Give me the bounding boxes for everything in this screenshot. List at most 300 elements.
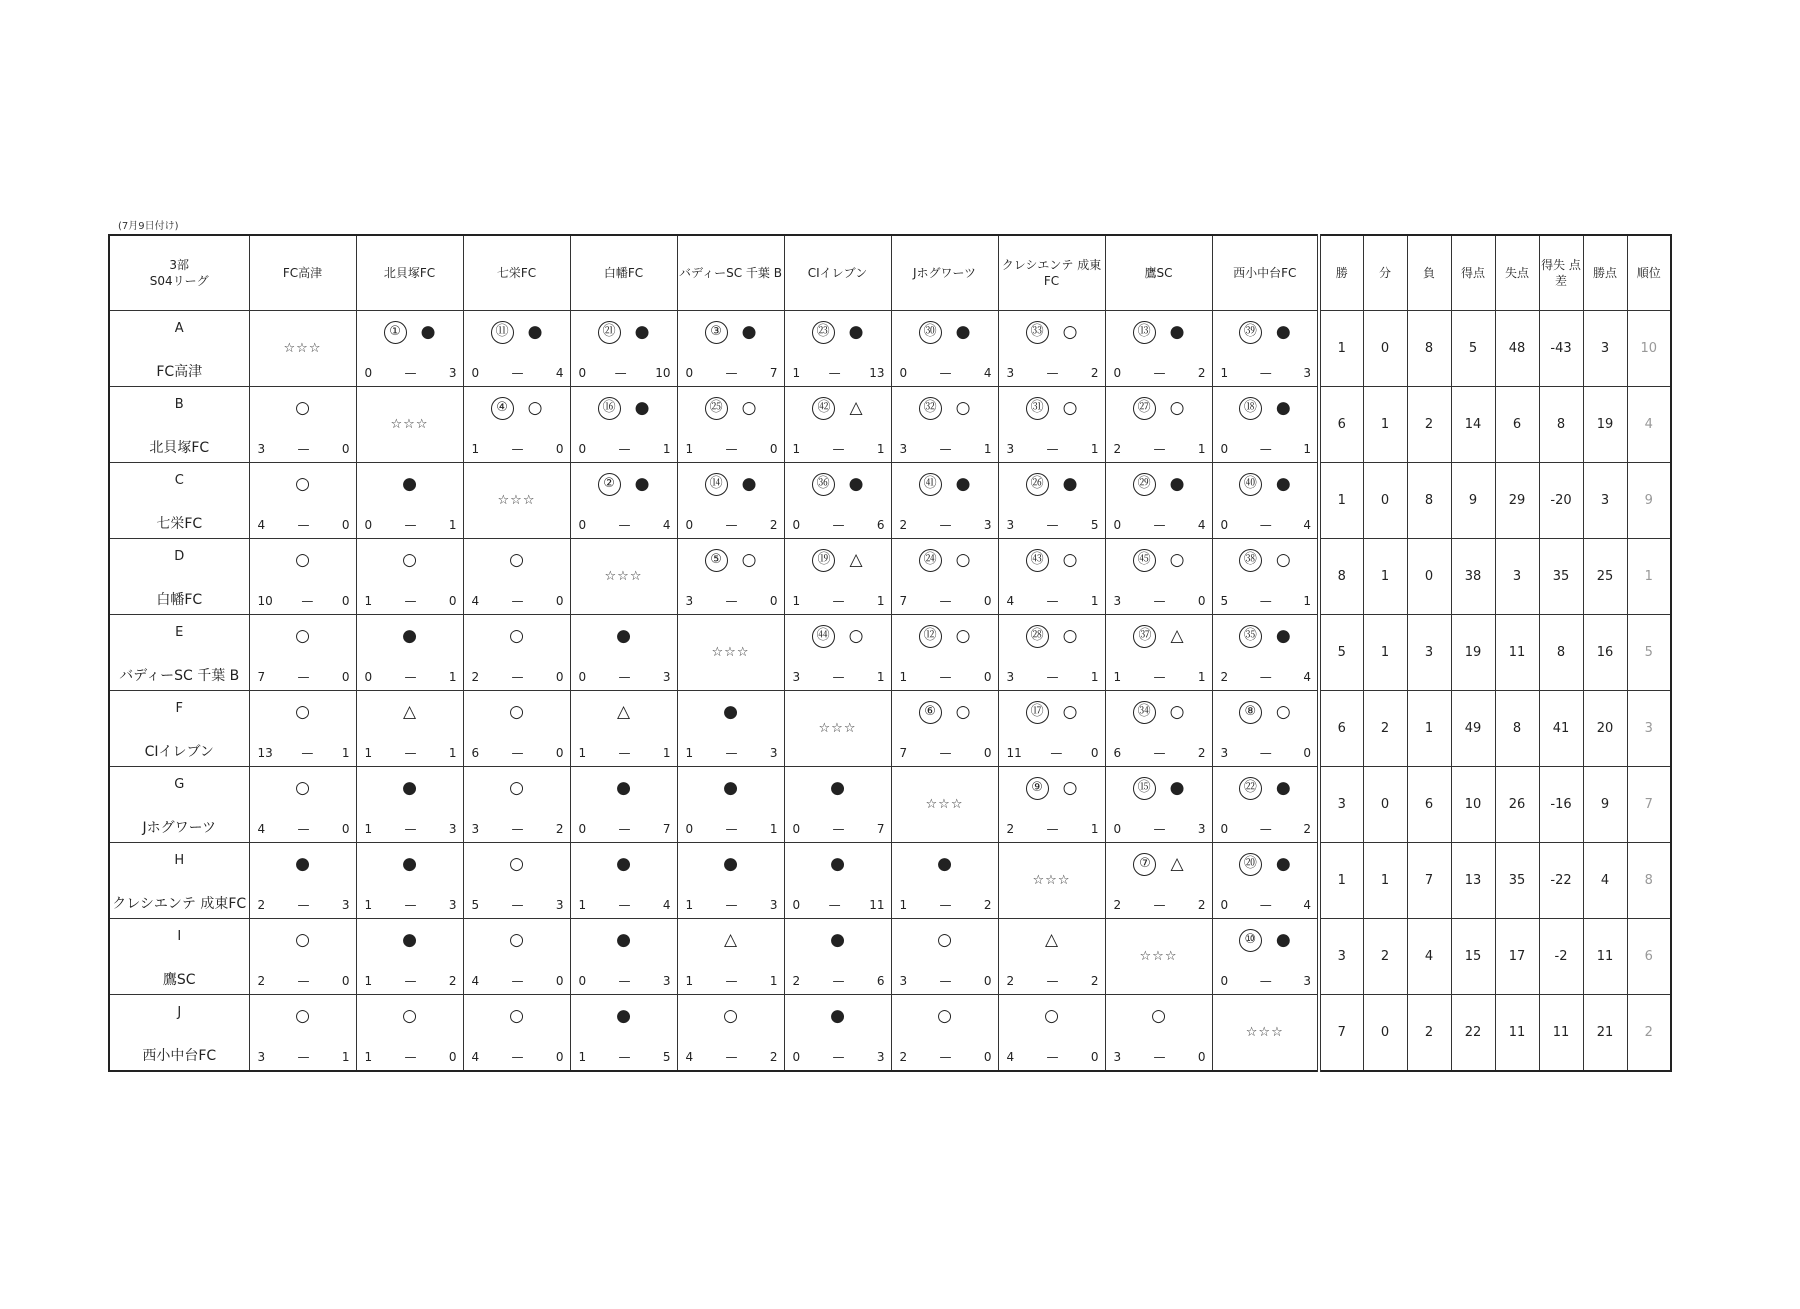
- score-dash: —: [511, 670, 524, 684]
- match-number: ⑤: [705, 549, 728, 572]
- goals-for: 1: [364, 594, 373, 608]
- team-letter: D: [174, 549, 185, 564]
- score-dash: —: [1153, 670, 1166, 684]
- goals-for: 0: [578, 974, 587, 988]
- result-mark: ○: [1275, 550, 1291, 570]
- result-mark: ●: [848, 322, 864, 342]
- row-header: [109, 615, 249, 691]
- score-dash: —: [618, 442, 631, 456]
- result-mark: ●: [1275, 322, 1291, 342]
- result-marks: [785, 777, 891, 799]
- goals-for: 1: [364, 746, 373, 760]
- result-cell: [356, 995, 463, 1072]
- score-dash: —: [725, 746, 738, 760]
- stat-goals-for: 13: [1451, 843, 1495, 919]
- col-header: クレシエンテ 成東FC: [998, 235, 1105, 311]
- stat-losses: 0: [1407, 539, 1451, 615]
- team-letter: I: [177, 929, 182, 944]
- goals-against: 0: [341, 822, 350, 836]
- stat-points: 3: [1583, 463, 1627, 539]
- goals-for: 0: [792, 822, 801, 836]
- goals-for: 2: [899, 518, 908, 532]
- result-marks: [678, 397, 784, 419]
- goals-against: 1: [1090, 670, 1099, 684]
- stat-goal-diff: -43: [1539, 311, 1583, 387]
- goals-against: 4: [983, 366, 992, 380]
- match-number: ㉛: [1026, 397, 1049, 420]
- result-cell: [1105, 311, 1212, 387]
- stat-draws: 0: [1363, 767, 1407, 843]
- team-row: [109, 539, 1671, 615]
- result-marks: [1213, 397, 1318, 419]
- result-mark: ●: [634, 474, 650, 494]
- score-dash: —: [511, 442, 524, 456]
- goals-for: 4: [685, 1050, 694, 1064]
- score-dash: —: [1259, 670, 1272, 684]
- result-marks: [464, 321, 570, 343]
- match-number: ㊵: [1239, 473, 1262, 496]
- team-letter: E: [175, 625, 184, 640]
- goals-against: 3: [662, 670, 671, 684]
- goals-for: 2: [471, 670, 480, 684]
- goals-for: 11: [1006, 746, 1022, 760]
- score: [579, 1050, 671, 1064]
- result-cell: [570, 311, 677, 387]
- result-cell: [1105, 995, 1212, 1072]
- goals-against: 0: [555, 442, 564, 456]
- score: [1007, 594, 1099, 608]
- self-match-cell: ☆☆☆: [784, 691, 891, 767]
- result-cell: [249, 463, 356, 539]
- goals-against: 6: [876, 974, 885, 988]
- score-dash: —: [1153, 822, 1166, 836]
- result-marks: [785, 321, 891, 343]
- result-marks: [999, 701, 1105, 723]
- result-mark: ●: [634, 322, 650, 342]
- result-mark: ○: [1062, 550, 1078, 570]
- result-mark: ●: [616, 854, 631, 874]
- goals-against: 3: [448, 366, 457, 380]
- score-dash: —: [618, 822, 631, 836]
- result-marks: [892, 1005, 998, 1027]
- goals-against: 0: [1090, 1050, 1099, 1064]
- goals-against: 7: [662, 822, 671, 836]
- score: [1007, 746, 1099, 760]
- score: [1221, 518, 1312, 532]
- stat-losses: 7: [1407, 843, 1451, 919]
- team-row: [109, 387, 1671, 463]
- stat-points: 21: [1583, 995, 1627, 1072]
- goals-against: 0: [769, 442, 778, 456]
- goals-for: 0: [1220, 822, 1229, 836]
- goals-against: 1: [1197, 442, 1206, 456]
- match-number: ⑩: [1239, 929, 1262, 952]
- team-letter: B: [174, 397, 184, 412]
- goals-against: 5: [1090, 518, 1099, 532]
- row-header: [109, 311, 249, 387]
- result-cell: [677, 691, 784, 767]
- score-dash: —: [1046, 518, 1059, 532]
- score: [1221, 366, 1312, 380]
- goals-for: 0: [899, 366, 908, 380]
- score-dash: —: [832, 1050, 845, 1064]
- score-dash: —: [297, 898, 310, 912]
- result-marks: [999, 777, 1105, 799]
- goals-for: 0: [685, 366, 694, 380]
- score: [1114, 746, 1206, 760]
- stat-goals-against: 6: [1495, 387, 1539, 463]
- team-row: [109, 615, 1671, 691]
- result-marks: [892, 321, 998, 343]
- score: [258, 594, 350, 608]
- result-marks: [999, 397, 1105, 419]
- score-dash: —: [939, 670, 952, 684]
- score-dash: —: [297, 822, 310, 836]
- goals-for: 7: [257, 670, 266, 684]
- result-marks: [357, 777, 463, 799]
- score: [900, 974, 992, 988]
- goals-for: 2: [1006, 974, 1015, 988]
- score: [900, 594, 992, 608]
- col-header: 北貝塚FC: [356, 235, 463, 311]
- score-dash: —: [618, 670, 631, 684]
- score: [258, 1050, 350, 1064]
- result-marks: [785, 853, 891, 875]
- result-marks: [571, 929, 677, 951]
- result-marks: [892, 625, 998, 647]
- result-marks: [785, 929, 891, 951]
- score-dash: —: [832, 518, 845, 532]
- goals-for: 0: [364, 670, 373, 684]
- stat-goals-against: 11: [1495, 615, 1539, 691]
- score: [1221, 746, 1312, 760]
- stat-losses: 8: [1407, 463, 1451, 539]
- self-match-cell: ☆☆☆: [249, 311, 356, 387]
- goals-for: 0: [1220, 898, 1229, 912]
- goals-against: 3: [341, 898, 350, 912]
- match-number: ㉒: [1239, 777, 1262, 800]
- score-dash: —: [1046, 442, 1059, 456]
- goals-against: 13: [869, 366, 885, 380]
- result-cell: [891, 387, 998, 463]
- score: [900, 670, 992, 684]
- result-cell: [784, 387, 891, 463]
- goals-for: 2: [1220, 670, 1229, 684]
- score-dash: —: [297, 974, 310, 988]
- score: [686, 518, 778, 532]
- self-match-cell: ☆☆☆: [998, 843, 1105, 919]
- match-number: ㉟: [1239, 625, 1262, 648]
- result-mark: ●: [1275, 854, 1291, 874]
- goals-against: 0: [555, 1050, 564, 1064]
- score-dash: —: [1153, 366, 1166, 380]
- result-marks: [464, 1005, 570, 1027]
- score-dash: —: [1259, 974, 1272, 988]
- result-marks: [1213, 321, 1318, 343]
- result-cell: [1105, 387, 1212, 463]
- score-dash: —: [832, 670, 845, 684]
- goals-against: 1: [1303, 442, 1311, 456]
- goals-against: 3: [876, 1050, 885, 1064]
- result-marks: [892, 473, 998, 495]
- stat-rank: 10: [1627, 311, 1671, 387]
- score: [686, 974, 778, 988]
- result-cell: [784, 311, 891, 387]
- result-marks: [678, 777, 784, 799]
- result-mark: ○: [527, 398, 543, 418]
- goals-for: 0: [1113, 518, 1122, 532]
- goals-against: 1: [448, 746, 457, 760]
- result-cell: [784, 539, 891, 615]
- team-row: [109, 843, 1671, 919]
- score-dash: —: [1153, 518, 1166, 532]
- result-mark: ●: [937, 854, 952, 874]
- col-header: CIイレブン: [784, 235, 891, 311]
- result-cell: [570, 463, 677, 539]
- goals-against: 7: [876, 822, 885, 836]
- result-cell: [1212, 691, 1319, 767]
- goals-against: 2: [448, 974, 457, 988]
- goals-for: 2: [1006, 822, 1015, 836]
- stat-wins: 8: [1319, 539, 1363, 615]
- match-number: ㊷: [812, 397, 835, 420]
- result-marks: [1106, 473, 1212, 495]
- result-cell: [249, 767, 356, 843]
- division-label: 3部: [169, 258, 190, 272]
- stat-goals-against: 35: [1495, 843, 1539, 919]
- result-marks: [785, 397, 891, 419]
- score: [472, 670, 564, 684]
- score: [1114, 670, 1206, 684]
- goals-against: 1: [983, 442, 992, 456]
- stat-header-draws: 分: [1363, 235, 1407, 311]
- result-cell: [677, 311, 784, 387]
- goals-against: 1: [341, 746, 350, 760]
- result-cell: [998, 311, 1105, 387]
- stat-losses: 4: [1407, 919, 1451, 995]
- stat-wins: 3: [1319, 919, 1363, 995]
- stat-wins: 1: [1319, 843, 1363, 919]
- goals-for: 1: [685, 974, 694, 988]
- score-dash: —: [939, 746, 952, 760]
- score-dash: —: [725, 1050, 738, 1064]
- goals-for: 10: [257, 594, 273, 608]
- result-cell: [891, 539, 998, 615]
- team-letter: J: [177, 1005, 182, 1020]
- result-cell: [677, 919, 784, 995]
- result-mark: ○: [741, 398, 757, 418]
- result-mark: ●: [1275, 398, 1291, 418]
- score-dash: —: [725, 518, 738, 532]
- result-cell: [998, 767, 1105, 843]
- result-cell: [570, 919, 677, 995]
- goals-against: 6: [876, 518, 885, 532]
- score: [1114, 898, 1206, 912]
- goals-for: 4: [471, 1050, 480, 1064]
- result-marks: [892, 701, 998, 723]
- score: [793, 974, 885, 988]
- goals-for: 1: [364, 1050, 373, 1064]
- goals-for: 3: [1113, 594, 1122, 608]
- score-dash: —: [1046, 822, 1059, 836]
- goals-against: 4: [662, 898, 671, 912]
- score-dash: —: [1046, 594, 1059, 608]
- result-cell: [356, 311, 463, 387]
- goals-for: 0: [792, 898, 801, 912]
- stat-draws: 1: [1363, 615, 1407, 691]
- goals-against: 2: [1197, 746, 1206, 760]
- result-mark: ●: [402, 626, 417, 646]
- score-dash: —: [939, 1050, 952, 1064]
- match-number: ㉙: [1133, 473, 1156, 496]
- team-name: 西小中台FC: [142, 1048, 217, 1064]
- match-number: ⑭: [705, 473, 728, 496]
- score-dash: —: [511, 594, 524, 608]
- result-cell: [784, 463, 891, 539]
- result-marks: [892, 853, 998, 875]
- result-mark: ○: [295, 474, 310, 494]
- result-cell: [570, 995, 677, 1072]
- score-dash: —: [725, 594, 738, 608]
- score-dash: —: [832, 822, 845, 836]
- result-mark: ○: [295, 550, 310, 570]
- goals-against: 3: [769, 746, 778, 760]
- result-marks: [357, 1005, 463, 1027]
- score: [579, 974, 671, 988]
- result-cell: [463, 539, 570, 615]
- stat-points: 16: [1583, 615, 1627, 691]
- result-mark: ●: [830, 778, 845, 798]
- goals-against: 0: [555, 974, 564, 988]
- match-number: ㉖: [1026, 473, 1049, 496]
- stat-goals-for: 15: [1451, 919, 1495, 995]
- goals-for: 1: [578, 898, 587, 912]
- match-number: ㊲: [1133, 625, 1156, 648]
- result-cell: [677, 387, 784, 463]
- stat-header-goals-for: 得点: [1451, 235, 1495, 311]
- goals-for: 3: [685, 594, 694, 608]
- score-dash: —: [939, 366, 952, 380]
- goals-for: 3: [1220, 746, 1229, 760]
- goals-against: 1: [662, 442, 671, 456]
- result-marks: [1106, 853, 1212, 875]
- score: [1007, 518, 1099, 532]
- goals-against: 0: [448, 594, 457, 608]
- result-mark: ○: [1062, 398, 1078, 418]
- result-cell: [1105, 463, 1212, 539]
- goals-for: 1: [364, 974, 373, 988]
- score-dash: —: [404, 670, 417, 684]
- result-marks: [464, 549, 570, 571]
- result-cell: [998, 919, 1105, 995]
- result-cell: [677, 463, 784, 539]
- result-marks: [1213, 929, 1318, 951]
- goals-against: 0: [448, 1050, 457, 1064]
- result-cell: [570, 843, 677, 919]
- result-mark: ○: [848, 626, 864, 646]
- result-marks: [892, 549, 998, 571]
- result-mark: ○: [295, 778, 310, 798]
- score-dash: —: [404, 822, 417, 836]
- result-mark: ○: [509, 930, 524, 950]
- goals-for: 6: [471, 746, 480, 760]
- match-number: ⑱: [1239, 397, 1262, 420]
- result-marks: [571, 473, 677, 495]
- result-mark: ●: [723, 778, 738, 798]
- result-cell: [570, 691, 677, 767]
- stat-draws: 1: [1363, 387, 1407, 463]
- result-mark: ●: [616, 778, 631, 798]
- team-row: [109, 995, 1671, 1072]
- row-header: [109, 539, 249, 615]
- score-dash: —: [725, 974, 738, 988]
- goals-for: 3: [899, 442, 908, 456]
- score-dash: —: [618, 746, 631, 760]
- score: [258, 442, 350, 456]
- score-dash: —: [301, 594, 314, 608]
- score: [365, 898, 457, 912]
- score-dash: —: [725, 442, 738, 456]
- score: [1221, 594, 1312, 608]
- score-dash: —: [939, 442, 952, 456]
- result-cell: [463, 919, 570, 995]
- match-number: ㊳: [1239, 549, 1262, 572]
- stat-points: 3: [1583, 311, 1627, 387]
- score: [900, 366, 992, 380]
- score-dash: —: [1046, 1050, 1059, 1064]
- goals-against: 4: [1303, 898, 1311, 912]
- result-cell: [1105, 615, 1212, 691]
- result-cell: [356, 767, 463, 843]
- result-marks: [785, 549, 891, 571]
- score: [579, 518, 671, 532]
- result-marks: [1213, 549, 1318, 571]
- result-marks: [250, 625, 356, 647]
- goals-for: 1: [685, 898, 694, 912]
- result-mark: ○: [937, 930, 952, 950]
- result-marks: [357, 625, 463, 647]
- goals-against: 4: [662, 518, 671, 532]
- result-cell: [891, 995, 998, 1072]
- goals-against: 0: [341, 974, 350, 988]
- result-cell: [356, 463, 463, 539]
- score: [1007, 442, 1099, 456]
- result-marks: [1106, 701, 1212, 723]
- score-dash: —: [939, 974, 952, 988]
- goals-for: 4: [471, 594, 480, 608]
- score: [1221, 974, 1312, 988]
- goals-against: 4: [555, 366, 564, 380]
- match-number: ㊴: [1239, 321, 1262, 344]
- match-number: ⑰: [1026, 701, 1049, 724]
- goals-for: 0: [1220, 974, 1229, 988]
- stat-rank: 2: [1627, 995, 1671, 1072]
- result-marks: [464, 777, 570, 799]
- goals-for: 6: [1113, 746, 1122, 760]
- score: [1114, 518, 1206, 532]
- score: [900, 442, 992, 456]
- goals-against: 0: [341, 518, 350, 532]
- match-number: ㉚: [919, 321, 942, 344]
- result-marks: [1106, 321, 1212, 343]
- stat-header-goals-against: 失点: [1495, 235, 1539, 311]
- match-number: ⑪: [491, 321, 514, 344]
- result-marks: [250, 549, 356, 571]
- stat-draws: 1: [1363, 539, 1407, 615]
- result-mark: ○: [295, 398, 310, 418]
- result-cell: [1212, 919, 1319, 995]
- result-mark: ●: [1275, 778, 1291, 798]
